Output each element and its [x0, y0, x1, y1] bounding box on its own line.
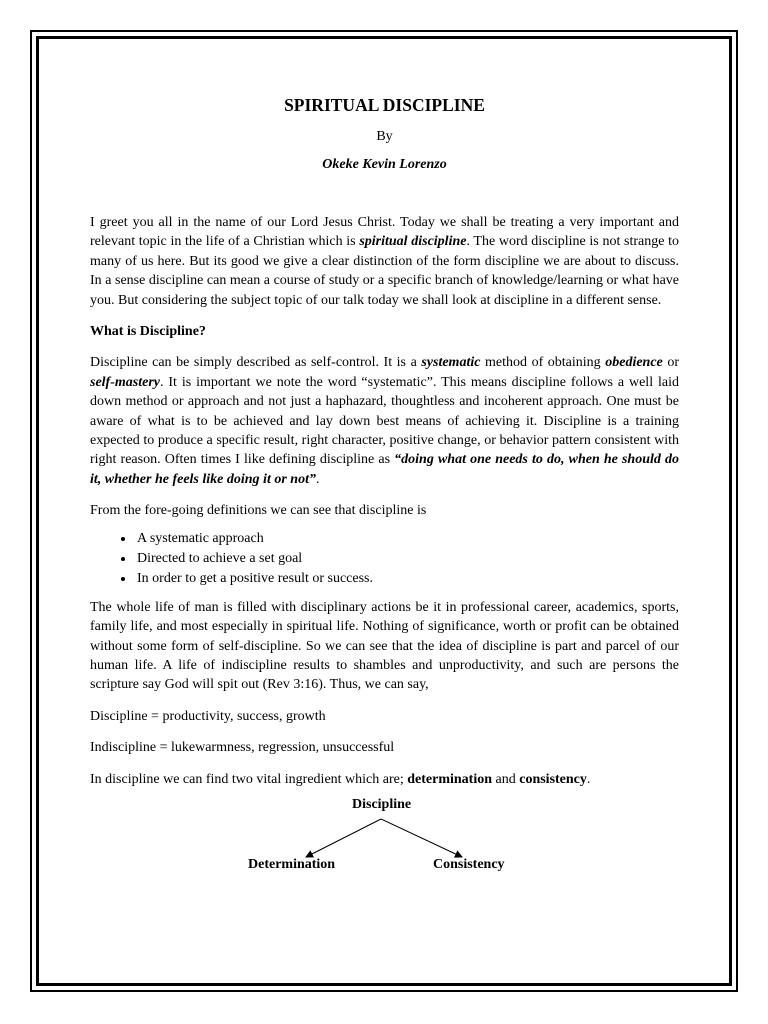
- byline: By: [376, 129, 393, 144]
- arrow-to-consistency: [381, 819, 462, 857]
- document-title: SPIRITUAL DISCIPLINE: [284, 95, 485, 115]
- list-item: • A systematic approach: [135, 529, 679, 549]
- list-item: • Directed to achieve a set goal: [135, 549, 679, 569]
- emphasis-systematic: systematic: [421, 355, 481, 371]
- diagram-node-consistency: Consistency: [433, 856, 505, 872]
- emphasis-obedience: obedience: [605, 355, 663, 371]
- discipline-diagram: [90, 795, 679, 885]
- life-paragraph: The whole life of man is filled with disciplinary actions be it in professional career, academics, sports, family life, and most especially in spiritual life. Nothing of significance, worth or profit can be obtained without some form of self-discipline. So we can see that the idea of discipline is part and parcel of our human life. A life of indiscipline results to shambles and unproductivity, and such are persons the scripture say God will spit out (Rev 3:16). Thus, we can say,: [90, 599, 679, 693]
- definition-quote: “doing what one needs to do, when he should do it, whether he feels like doing it or not”: [90, 452, 679, 487]
- intro-paragraph: I greet you all in the name of our Lord Jesus Christ. Today we shall be treating a very important and relevant topic in the life of a Christian which is spiritual discipline. The word discipline is not strange to many of us here. But its good we give a clear distinction of the form discipline we are about to discuss. In a sense discipline can mean a course of study or a specific branch of knowledge/learning or what have you. But considering the subject topic of our talk today we shall look at discipline in a different sense.: [90, 215, 680, 308]
- equation-discipline: Discipline = productivity, success, growth: [90, 708, 326, 724]
- diagram-node-determination: Determination: [248, 856, 336, 872]
- ingredients-paragraph: In discipline we can find two vital ingredient which are; determination and consistency.: [90, 771, 591, 787]
- diagram-root-discipline: Discipline: [352, 796, 412, 812]
- section-heading: What is Discipline?: [90, 324, 206, 340]
- emphasis-spiritual-discipline: spiritual discipline: [359, 234, 467, 250]
- equation-indiscipline: Indiscipline = lukewarmness, regression, unsuccessful: [90, 740, 395, 756]
- author-name: Okeke Kevin Lorenzo: [322, 157, 447, 172]
- definition-paragraph: Discipline can be simply described as self-control. It is a systematic method of obtaining obedience or self-mastery. It is important we note the word “systematic”. This means discipline follows a well laid down method or approach and not just a haphazard, thoughtless and incoherent approach. One must be aware of what is to be achieved and lay down best means of achieving it. Discipline is a training expected to produce a specific result, right character, positive change, or behavior pattern consistent with right reason. Often times I like defining discipline as “doing what one needs to do, when he should do it, whether he feels like doing it or not”.: [90, 355, 679, 487]
- term-determination: determination: [407, 771, 493, 787]
- emphasis-self-mastery: self-mastery: [90, 374, 160, 390]
- term-consistency: consistency: [519, 771, 587, 787]
- lead-in-text: From the fore-going definitions we can see that discipline is: [90, 503, 427, 519]
- bullet-list: [90, 529, 679, 589]
- arrow-to-determination: [306, 819, 381, 857]
- list-item: • In order to get a positive result or success.: [135, 569, 679, 589]
- document-body: [90, 90, 679, 885]
